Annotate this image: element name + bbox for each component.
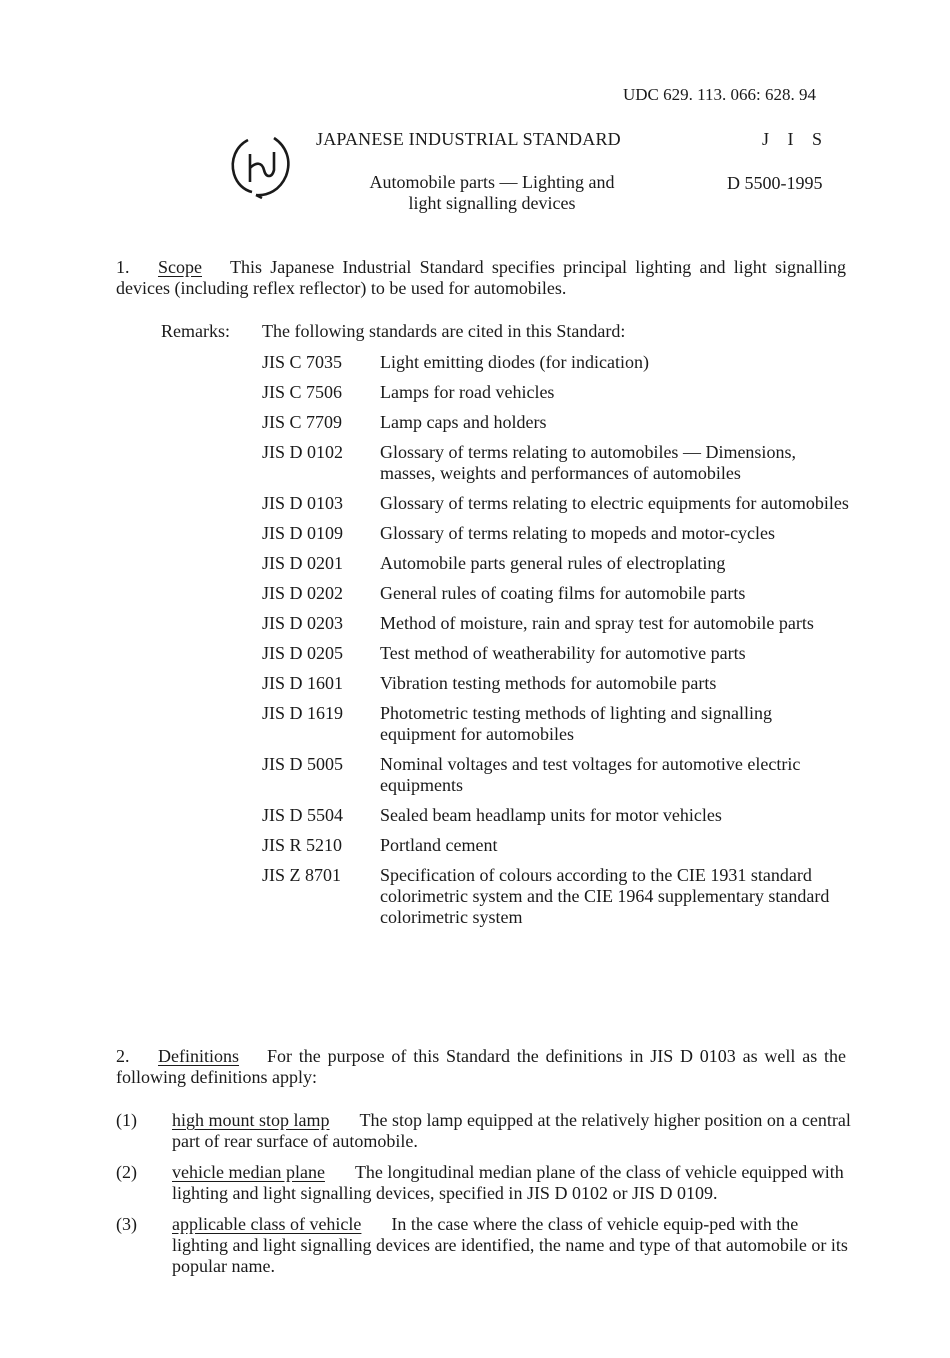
definition-item (116, 1162, 851, 1204)
reference-code: JIS D 0203 (262, 613, 344, 633)
reference-item (262, 442, 852, 484)
document-title-line2: light signalling devices (408, 193, 576, 213)
definition-term: vehicle median plane (172, 1162, 325, 1182)
remarks-label: Remarks: (161, 321, 230, 341)
document-number: D 5500-1995 (727, 173, 823, 193)
definitions-heading: Definitions (158, 1046, 239, 1066)
definitions-number: 2. (116, 1046, 130, 1066)
reference-code: JIS C 7035 (262, 352, 343, 372)
reference-code: JIS Z 8701 (262, 865, 342, 885)
reference-item (262, 865, 852, 928)
definition-item (116, 1110, 851, 1152)
reference-item (262, 523, 852, 544)
reference-code: JIS D 0202 (262, 583, 344, 603)
reference-item (262, 835, 852, 856)
reference-item (262, 382, 852, 403)
reference-code: JIS D 0109 (262, 523, 344, 543)
reference-code: JIS D 1619 (262, 703, 344, 723)
udc-number: UDC 629. 113. 066: 628. 94 (623, 85, 816, 104)
definition-body (172, 1162, 851, 1204)
remarks-intro: The following standards are cited in this Standard: (262, 321, 626, 341)
scope-number: 1. (116, 257, 130, 277)
reference-item (262, 703, 852, 745)
reference-item (262, 352, 852, 373)
reference-code: JIS C 7506 (262, 382, 343, 402)
definition-number: (2) (116, 1162, 137, 1182)
reference-item (262, 583, 852, 604)
reference-item (262, 553, 852, 574)
reference-item (262, 493, 852, 514)
reference-title: Automobile parts general rules of electroplating (380, 553, 726, 573)
reference-list (262, 352, 852, 937)
reference-title: Specification of colours according to the CIE 1931 standard colorimetric system and the CIE 1964 supplementary standard colorimetric system (380, 865, 830, 927)
reference-title: Lamp caps and holders (380, 412, 547, 432)
definition-text: In the case where the class of vehicle equip-ped with the lighting and light signalling devices are identified, the name and type of that automobile or its popular name. (172, 1214, 848, 1276)
jis-mark-text: J I S (762, 129, 830, 149)
reference-code: JIS D 0205 (262, 643, 344, 663)
scope-heading: Scope (158, 257, 202, 277)
definition-number: (3) (116, 1214, 137, 1234)
scope-text: This Japanese Industrial Standard specifies principal lighting and light signalling devices (including reflex reflector) to be used for automobiles. (116, 257, 846, 298)
reference-code: JIS C 7709 (262, 412, 343, 432)
definition-item (116, 1214, 851, 1277)
document-title (332, 172, 652, 214)
reference-title: Photometric testing methods of lighting and signalling equipment for automobiles (380, 703, 772, 744)
definition-term: high mount stop lamp (172, 1110, 330, 1130)
reference-title: Light emitting diodes (for indication) (380, 352, 649, 372)
reference-title: Method of moisture, rain and spray test for automobile parts (380, 613, 814, 633)
reference-code: JIS D 5504 (262, 805, 344, 825)
definition-body (172, 1110, 851, 1152)
reference-code: JIS R 5210 (262, 835, 343, 855)
reference-title: Sealed beam headlamp units for motor vehicles (380, 805, 722, 825)
reference-item (262, 673, 852, 694)
reference-title: Vibration testing methods for automobile parts (380, 673, 717, 693)
reference-title: Glossary of terms relating to mopeds and motor-cycles (380, 523, 776, 543)
reference-code: JIS D 0103 (262, 493, 344, 513)
definition-body (172, 1214, 851, 1277)
definitions-section (116, 1046, 846, 1088)
reference-title: Test method of weatherability for automotive parts (380, 643, 746, 663)
document-title-line1: Automobile parts — Lighting and (369, 172, 615, 192)
definition-list (116, 1110, 851, 1287)
definitions-text: For the purpose of this Standard the definitions in JIS D 0103 as well as the following definitions apply: (116, 1046, 846, 1087)
definition-text: The stop lamp equipped at the relatively higher position on a central part of rear surface of automobile. (172, 1110, 851, 1151)
definition-term: applicable class of vehicle (172, 1214, 362, 1234)
reference-title: General rules of coating films for automobile parts (380, 583, 746, 603)
reference-code: JIS D 5005 (262, 754, 344, 774)
definition-text: The longitudinal median plane of the class of vehicle equipped with lighting and light signalling devices, specified in JIS D 0102 or JIS D 0109. (172, 1162, 844, 1203)
reference-item (262, 754, 852, 796)
reference-title: Glossary of terms relating to automobiles — Dimensions, masses, weights and performances of automobiles (380, 442, 796, 483)
reference-code: JIS D 1601 (262, 673, 344, 693)
reference-title: Glossary of terms relating to electric equipments for automobiles (380, 493, 849, 513)
scope-section (116, 257, 846, 299)
reference-item (262, 613, 852, 634)
jis-mark-logo-icon (228, 132, 294, 200)
reference-title: Lamps for road vehicles (380, 382, 555, 402)
standard-name: JAPANESE INDUSTRIAL STANDARD (316, 129, 621, 149)
definition-number: (1) (116, 1110, 137, 1130)
reference-item (262, 805, 852, 826)
reference-code: JIS D 0201 (262, 553, 344, 573)
reference-item (262, 412, 852, 433)
reference-item (262, 643, 852, 664)
reference-code: JIS D 0102 (262, 442, 344, 462)
reference-title: Portland cement (380, 835, 498, 855)
reference-title: Nominal voltages and test voltages for automotive electric equipments (380, 754, 801, 795)
